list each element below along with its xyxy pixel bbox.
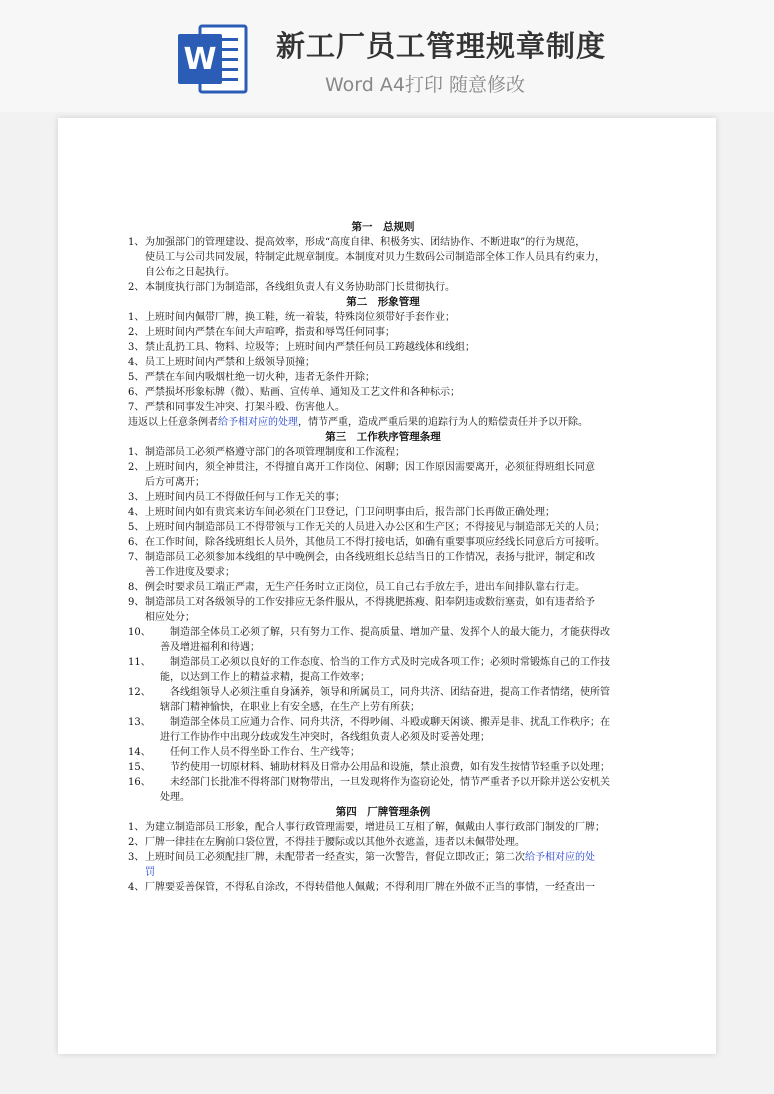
header-banner [0, 0, 774, 112]
list-item-number: 1、 [128, 237, 145, 248]
list-item-text: 节约使用一切原材料、辅助材料及日常办公用品和设施，禁止浪费，如有发生按情节轻重予以处理； [160, 762, 610, 773]
list-item-number: 2、 [128, 327, 145, 338]
section-heading: 第四 厂牌管理条例 [335, 806, 431, 818]
list-item-text: 任何工作人员不得坐卧工作台、生产线等； [160, 747, 360, 758]
violation-note [128, 415, 638, 430]
list-item [128, 385, 638, 400]
list-item-number: 12、 [128, 687, 151, 698]
list-item-number: 3、 [128, 852, 145, 863]
list-item-text: 制造部员工对各级领导的工作安排应无条件服从，不得挑肥拣瘦、阳奉阴违或数衍塞责，如有违者给予 [145, 597, 595, 608]
penalty-link[interactable]: 给予相对应的处 [525, 852, 595, 863]
list-item-text: 制造部员工必须参加本线组的早中晚例会，由各线班组长总结当日的工作情况，表扬与批评，制定和改 [145, 552, 595, 563]
list-item-text: 制造部全体员工应通力合作、同舟共济，不得吵闹、斗殴或聊天闲谈、搬弄是非、扰乱工作秩序；在 [160, 717, 610, 728]
list-item-number: 11、 [128, 657, 151, 668]
list-item-number: 4、 [128, 882, 145, 893]
list-item-text: 制造部员工必须以良好的工作态度、恰当的工作方式及时完成各项工作；必须时常锻炼自己的工作技 [160, 657, 610, 668]
list-item [128, 325, 638, 340]
list-item [128, 310, 638, 325]
list-item-number: 6、 [128, 387, 145, 398]
list-item [128, 490, 638, 505]
penalty-link-continued[interactable]: 罚 [145, 867, 155, 878]
list-item-text: 严禁在车间内吸烟杜绝一切火种，违者无条件开除； [145, 372, 375, 383]
list-item-text: 相应处分； [145, 612, 195, 623]
list-item [128, 820, 638, 835]
list-item-number: 15、 [128, 762, 151, 773]
list-item-text: 上班时间内制造部员工不得带领与工作无关的人员进入办公区和生产区；不得接见与制造部无关的人员； [145, 522, 605, 533]
list-item [128, 550, 638, 580]
banner-subtitle: Word A4打印 随意修改 [325, 74, 526, 96]
list-item-number: 3、 [128, 492, 145, 503]
list-item [128, 880, 638, 895]
list-item-number: 13、 [128, 717, 151, 728]
list-item-text: 上班时间内，须全神贯注，不得擅自离开工作岗位、闲聊；因工作原因需要离开，必须征得班组长同意 [145, 462, 595, 473]
list-item-text: 严禁损坏形象标牌（微）、贴画、宣传单、通知及工艺文件和各种标示； [145, 387, 460, 398]
list-item-number: 1、 [128, 447, 145, 458]
list-item [128, 685, 638, 715]
list-item-text: 本制度执行部门为制造部，各线组负责人有义务协助部门长贯彻执行。 [145, 282, 455, 293]
list-item-text: 严禁和同事发生冲突、打架斗殴、伤害他人。 [145, 402, 345, 413]
document-page [58, 118, 716, 1054]
list-item [128, 760, 638, 775]
list-item-text: 为加强部门的管理建设、提高效率，形成“高度自律、积极务实、团结协作、不断进取”的行为规范， [145, 237, 586, 248]
note-text: 违返以上任意条例者 [128, 417, 218, 428]
banner-title: 新工厂员工管理规章制度 [276, 29, 607, 63]
list-item-text: 制造部员工必须严格遵守部门的各项管理制度和工作流程； [145, 447, 405, 458]
list-item [128, 235, 638, 280]
svg-text:W: W [183, 42, 217, 77]
list-item-text: 进行工作协作中出现分歧或发生冲突时，各线组负责人必须及时妥善处理； [160, 732, 490, 743]
list-item [128, 595, 638, 625]
list-item-text: 处理。 [160, 792, 190, 803]
list-item-number: 5、 [128, 522, 145, 533]
list-item [128, 280, 638, 295]
list-item-text: 自公布之日起执行。 [145, 267, 235, 278]
list-item-number: 14、 [128, 747, 151, 758]
list-item [128, 835, 638, 850]
list-item-number: 4、 [128, 507, 145, 518]
list-item-number: 8、 [128, 582, 145, 593]
list-item [128, 580, 638, 595]
list-item-number: 1、 [128, 822, 145, 833]
list-item-number: 7、 [128, 402, 145, 413]
list-item-text: 使员工与公司共同发展，特制定此规章制度。本制度对贝力生数码公司制造部全体工作人员具有约束力， [145, 252, 605, 263]
list-item [128, 370, 638, 385]
list-item [128, 400, 638, 415]
list-item [128, 355, 638, 370]
list-item-text: 善及增进福利和待遇； [160, 642, 260, 653]
list-item-number: 4、 [128, 357, 145, 368]
list-item-text: 例会时要求员工端正严肃，无生产任务时立正岗位，员工自己右手放左手，进出车间排队靠右行走。 [145, 582, 585, 593]
list-item-number: 3、 [128, 342, 145, 353]
list-item-text: 在工作时间，除各线班组长人员外，其他员工不得打接电话，如确有重要事项应经线长同意后方可接听。 [145, 537, 605, 548]
list-item-number: 6、 [128, 537, 145, 548]
list-item-text: 员工上班时间内严禁和上级领导顶撞； [145, 357, 315, 368]
list-item-number: 1、 [128, 312, 145, 323]
list-item-number: 9、 [128, 597, 145, 608]
list-item [128, 520, 638, 535]
list-item [128, 460, 638, 490]
list-item [128, 745, 638, 760]
list-item-number: 7、 [128, 552, 145, 563]
list-item-text: 上班时间员工必须配挂厂牌，未配带者一经查实，第一次警告，督促立即改正；第二次 [145, 852, 525, 863]
list-item-number: 2、 [128, 837, 145, 848]
list-item-text: 上班时间内员工不得做任何与工作无关的事； [145, 492, 345, 503]
list-item-text: 上班时间内严禁在车间大声喧哗，指责和辱骂任何同事； [145, 327, 395, 338]
list-item-number: 16、 [128, 777, 151, 788]
list-item-text: 各线组领导人必须注重自身涵养，领导和所属员工，同舟共济、团结奋进，提高工作者情绪，使所管 [160, 687, 610, 698]
section-heading: 第二 形象管理 [346, 296, 420, 308]
list-item [128, 655, 638, 685]
list-item-text: 为建立制造部员工形象，配合人事行政管理需要，增进员工互相了解，佩戴由人事行政部门制发的厂牌； [145, 822, 605, 833]
list-item-text: 上班时间内如有贵宾来访车间必须在门卫登记，门卫问明事由后，报告部门长再做正确处理； [145, 507, 555, 518]
list-item-number: 5、 [128, 372, 145, 383]
list-item [128, 715, 638, 745]
list-item-text: 制造部全体员工必须了解，只有努力工作、提高质量、增加产量、发挥个人的最大能力，才能获得改 [160, 627, 610, 638]
list-item [128, 535, 638, 550]
list-item-text: 辖部门精神愉快，在职业上有安全感，在生产上劳有所获； [160, 702, 420, 713]
list-item [128, 850, 638, 880]
list-item-text: 厂牌一律挂在左胸前口袋位置，不得挂于腰际或以其他外衣遮盖，违者以未佩带处理。 [145, 837, 525, 848]
list-item-text: 厂牌要妥善保管，不得私自涂改，不得转借他人佩戴；不得利用厂牌在外做不正当的事情，一经查出一 [145, 882, 595, 893]
document-body [128, 220, 638, 895]
list-item [128, 505, 638, 520]
list-item [128, 340, 638, 355]
list-item-number: 10、 [128, 627, 151, 638]
list-item-text: 禁止乱扔工具、物料、垃圾等；上班时间内严禁任何员工跨越线体和线组； [145, 342, 475, 353]
list-item [128, 445, 638, 460]
list-item-text: 后方可离开； [145, 477, 205, 488]
list-item-text: 善工作进度及要求； [145, 567, 235, 578]
section-heading: 第三 工作秩序管理条理 [325, 431, 441, 443]
list-item [128, 775, 638, 805]
penalty-link[interactable]: 给予相对应的处理 [218, 417, 298, 428]
note-text: ，情节严重，造成严重后果的追踪行为人的赔偿责任并予以开除。 [298, 417, 588, 428]
section-heading: 第一 总规则 [351, 221, 415, 233]
list-item [128, 625, 638, 655]
list-item-text: 未经部门长批准不得将部门财物带出，一旦发现将作为盗窃论处，情节严重者予以开除并送公安机关 [160, 777, 610, 788]
word-document-icon [178, 22, 250, 96]
list-item-number: 2、 [128, 282, 145, 293]
list-item-text: 上班时间内佩带厂牌，换工鞋，统一着装，特殊岗位须带好手套作业； [145, 312, 455, 323]
list-item-number: 2、 [128, 462, 145, 473]
list-item-text: 能，以达到工作上的精益求精，提高工作效率； [160, 672, 370, 683]
